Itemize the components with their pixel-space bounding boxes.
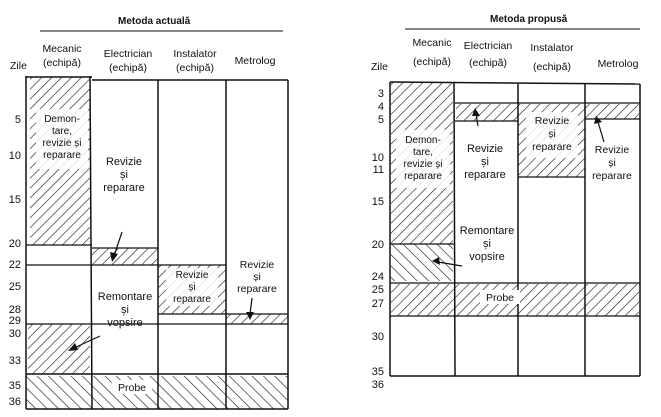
right-instalator-label: [526, 112, 578, 158]
right-metrolog-label: [592, 144, 632, 182]
svg-text:reparare: reparare: [173, 294, 211, 305]
right-day-tick: 5: [377, 114, 384, 126]
svg-text:Probe: Probe: [117, 382, 147, 394]
left-probe-label: [112, 380, 152, 394]
right-day-tick: 25: [371, 284, 384, 296]
left-day-tick: 35: [8, 380, 21, 392]
left-metrolog-block: [226, 314, 288, 324]
right-metrolog-block: [585, 104, 639, 119]
left-col-mecanic-l1: Mecanic: [42, 43, 82, 55]
svg-text:reparare: reparare: [464, 169, 506, 181]
right-day-tick: 35: [371, 366, 384, 378]
svg-text:tare,: tare,: [51, 126, 73, 137]
right-day-tick: 36: [371, 379, 384, 391]
left-grid-line: [90, 76, 92, 409]
right-chart: [371, 14, 640, 391]
left-day-tick: 36: [8, 396, 21, 408]
right-col-mecanic-l1: Mecanic: [412, 37, 452, 49]
right-col-metrolog: Metrolog: [597, 58, 639, 70]
svg-text:Revizie: Revizie: [466, 143, 504, 155]
right-zile-label: Zile: [371, 61, 388, 73]
svg-text:și: și: [608, 157, 616, 169]
left-day-tick: 30: [8, 328, 21, 340]
svg-text:și: și: [120, 169, 128, 181]
right-probe-label: [480, 290, 520, 304]
left-day-tick: 22: [8, 259, 21, 271]
svg-text:reparare: reparare: [532, 141, 572, 153]
right-mecanic-label: [396, 130, 450, 188]
svg-text:tare,: tare,: [412, 147, 434, 158]
right-col-instalator-l1: Instalator: [530, 42, 574, 54]
svg-text:reparare: reparare: [43, 150, 81, 161]
left-day-tick: 28: [8, 304, 21, 316]
right-col-mecanic-l2: (echipă): [413, 56, 451, 68]
right-remontare-label: [460, 225, 514, 263]
left-day-tick: 20: [8, 238, 21, 250]
svg-text:Remontare: Remontare: [459, 225, 515, 237]
right-day-tick: 10: [371, 152, 384, 164]
left-mecanic-label: [36, 109, 88, 169]
left-day-tick: 25: [8, 281, 21, 293]
left-zile-label: Zile: [10, 60, 27, 72]
right-day-tick: 27: [371, 298, 384, 310]
left-chart: [9, 16, 288, 409]
svg-text:reparare: reparare: [404, 171, 442, 182]
svg-text:Demon-: Demon-: [44, 114, 80, 125]
right-day-tick: 11: [372, 164, 384, 176]
svg-text:vopsire: vopsire: [469, 251, 505, 263]
svg-text:Probe: Probe: [485, 292, 515, 304]
right-col-electrician-l1: Electrician: [463, 40, 513, 52]
svg-text:și: și: [483, 238, 491, 250]
right-electrician-transition: [456, 104, 518, 121]
svg-text:Revizie: Revizie: [175, 270, 209, 281]
right-day-tick: 24: [371, 271, 384, 283]
left-col-instalator-l2: (echipă): [176, 62, 214, 74]
left-day-tick: 15: [8, 194, 21, 206]
right-grid-line: [454, 82, 455, 376]
svg-text:și: și: [121, 304, 129, 316]
left-col-instalator-l1: Instalator: [173, 48, 217, 60]
left-day-tick: 29: [8, 315, 21, 327]
svg-text:și: și: [253, 271, 261, 283]
right-day-tick: 30: [371, 331, 384, 343]
right-day-tick: 3: [377, 88, 384, 100]
right-col-instalator-l2: (echipă): [533, 61, 571, 73]
svg-text:Demon-: Demon-: [405, 135, 441, 146]
svg-text:reparare: reparare: [103, 182, 145, 194]
svg-text:reparare: reparare: [237, 283, 277, 295]
svg-text:reparare: reparare: [592, 170, 632, 182]
left-instalator-label: [166, 268, 218, 306]
left-col-mecanic-l2: (echipă): [43, 57, 81, 69]
left-metrolog-label: [237, 259, 277, 295]
svg-text:vopsire: vopsire: [107, 317, 143, 329]
left-day-tick: 5: [14, 114, 21, 126]
left-probe-band: [26, 376, 288, 409]
svg-text:și: și: [188, 282, 196, 293]
svg-text:și: și: [481, 156, 489, 168]
right-day-tick: 4: [377, 101, 384, 113]
right-electrician-label: [464, 143, 506, 181]
right-day-tick: 20: [371, 239, 384, 251]
left-mecanic-paint-block: [28, 324, 90, 374]
right-day-tick: 15: [371, 196, 384, 208]
left-electrician-label: [103, 156, 145, 194]
right-chart-title: Metoda propusă: [490, 14, 568, 25]
svg-text:Revizie: Revizie: [534, 115, 570, 127]
left-day-tick: 10: [8, 150, 21, 162]
right-arrow: [594, 116, 604, 142]
svg-text:Revizie: Revizie: [239, 259, 275, 271]
left-col-electrician-l2: (echipă): [109, 62, 147, 74]
left-remontare-label: [98, 291, 152, 329]
svg-text:revizie și: revizie și: [403, 159, 443, 170]
left-electrician-transition: [92, 248, 158, 265]
right-col-electrician-l2: (echipă): [469, 57, 507, 69]
svg-text:Remontare: Remontare: [97, 291, 153, 303]
left-chart-title: Metoda actuală: [118, 16, 191, 27]
svg-text:Revizie: Revizie: [105, 156, 143, 168]
left-day-tick: 33: [8, 355, 21, 367]
svg-text:și: și: [548, 128, 556, 140]
left-col-electrician-l1: Electrician: [103, 48, 153, 60]
svg-text:revizie și: revizie și: [42, 138, 82, 149]
left-col-metrolog: Metrolog: [234, 55, 276, 67]
svg-text:Revizie: Revizie: [594, 144, 630, 156]
